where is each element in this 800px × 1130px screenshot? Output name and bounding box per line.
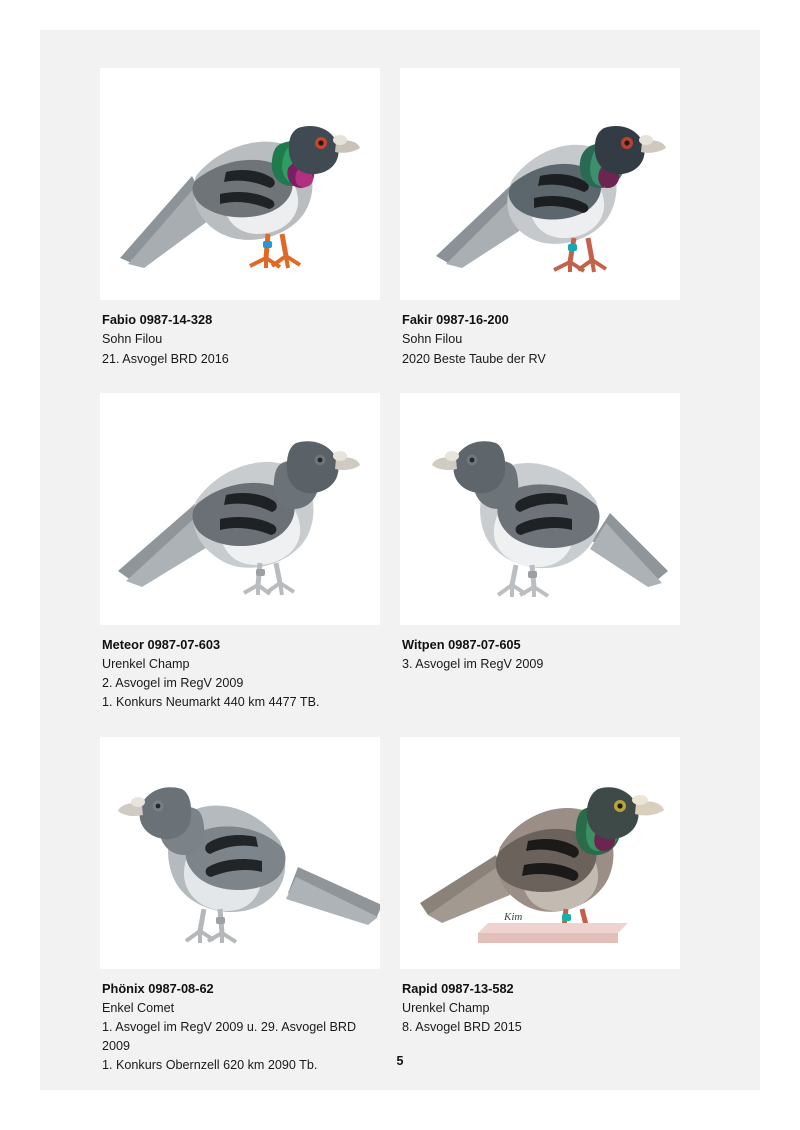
pigeon-illustration — [100, 68, 380, 300]
pigeon-detail: Sohn Filou — [102, 332, 163, 347]
pigeon-photo-rapid — [400, 737, 680, 969]
pigeon-photo-fakir — [400, 68, 680, 300]
pigeon-name: Fakir 0987-16-200 — [402, 312, 509, 327]
pigeon-entry — [400, 393, 680, 713]
pigeon-entry — [100, 737, 380, 1076]
pigeon-detail: 8. Asvogel BRD 2015 — [402, 1020, 522, 1035]
pigeon-name: Rapid 0987-13-582 — [402, 980, 514, 996]
pigeon-entry — [400, 68, 680, 369]
pigeon-entry — [100, 393, 380, 713]
pigeon-detail: 1. Asvogel im RegV 2009 u. 29. Asvogel BRD 2009 — [102, 1020, 357, 1054]
pigeon-grid — [100, 68, 700, 1076]
pigeon-detail: 1. Konkurs Obernzell 620 km 2090 Tb. — [102, 1058, 318, 1073]
pigeon-illustration — [400, 393, 680, 625]
pigeon-photo-witpen — [400, 393, 680, 625]
pigeon-caption — [100, 300, 380, 369]
svg-text:Kim: Kim — [504, 910, 523, 923]
pigeon-entry — [100, 68, 380, 369]
pigeon-name: Witpen 0987-07-605 — [402, 636, 521, 652]
pigeon-caption — [400, 625, 680, 675]
pigeon-photo-fabio — [100, 68, 380, 300]
row-spacer — [100, 713, 700, 737]
pigeon-illustration — [100, 393, 380, 625]
grid-row — [100, 68, 700, 369]
pigeon-detail: Urenkel Champ — [102, 657, 190, 672]
pigeon-name: Phönix 0987-08-62 — [102, 980, 214, 996]
page-number: 5 — [396, 1054, 404, 1068]
pigeon-detail: Enkel Comet — [102, 1001, 175, 1016]
pigeon-detail: Sohn Filou — [402, 332, 463, 347]
row-spacer — [100, 369, 700, 393]
pigeon-caption — [400, 300, 680, 369]
pigeon-detail: 1. Konkurs Neumarkt 440 km 4477 TB. — [102, 695, 320, 710]
pigeon-illustration — [100, 737, 380, 969]
pigeon-photo-meteor — [100, 393, 380, 625]
pigeon-detail: 2. Asvogel im RegV 2009 — [102, 676, 244, 691]
pigeon-illustration — [400, 737, 680, 969]
pigeon-caption — [100, 625, 380, 713]
document-page — [40, 30, 760, 1090]
pigeon-name: Fabio 0987-14-328 — [102, 312, 213, 327]
pigeon-detail: 3. Asvogel im RegV 2009 — [402, 657, 544, 672]
pigeon-name: Meteor 0987-07-603 — [102, 636, 221, 652]
pigeon-detail: 21. Asvogel BRD 2016 — [102, 351, 229, 366]
pigeon-illustration — [400, 68, 680, 300]
pigeon-caption — [400, 969, 680, 1038]
pigeon-photo-phoenix — [100, 737, 380, 969]
grid-row — [100, 393, 700, 713]
pigeon-detail: 2020 Beste Taube der RV — [402, 351, 546, 366]
grid-row — [100, 737, 700, 1076]
pigeon-entry — [400, 737, 680, 1076]
pigeon-detail: Urenkel Champ — [402, 1001, 490, 1016]
